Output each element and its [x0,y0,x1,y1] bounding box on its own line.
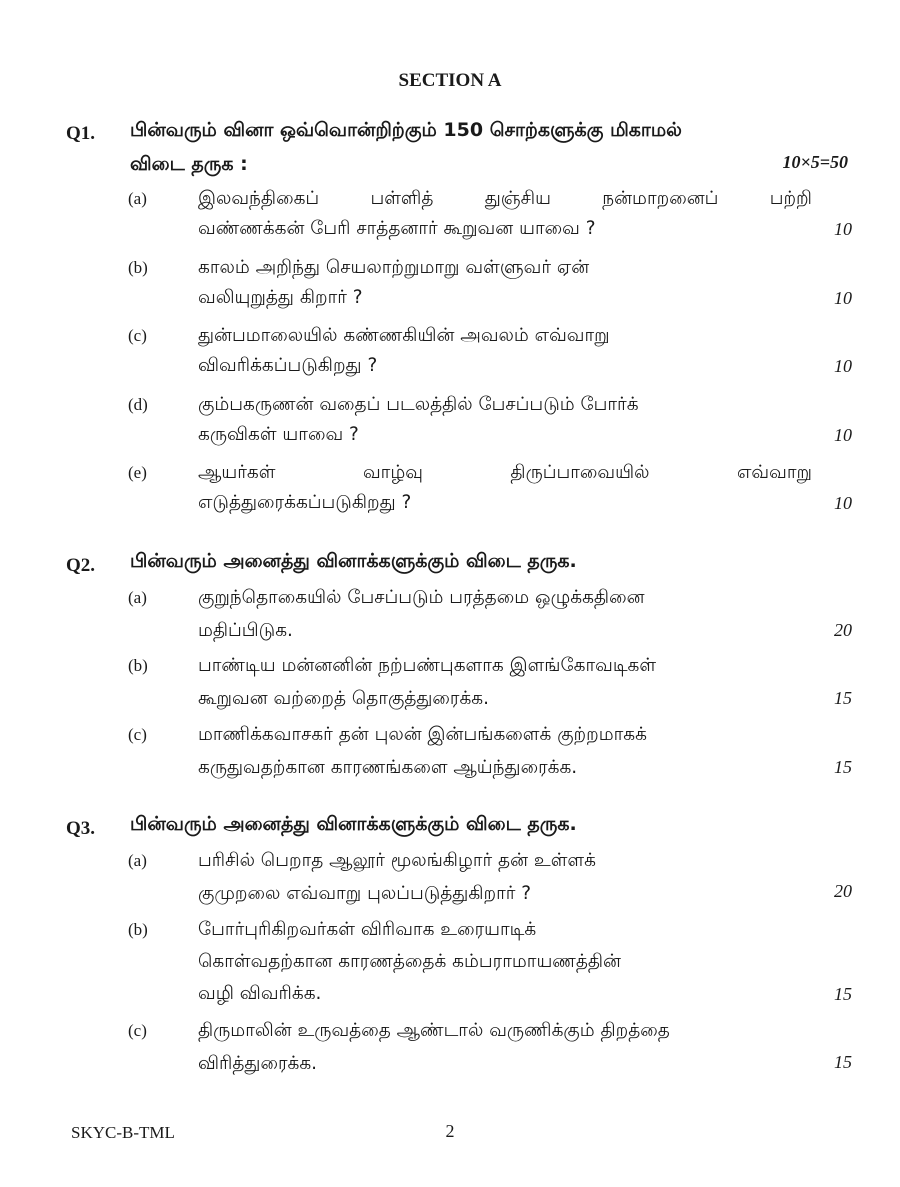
sub-text-line2: விரித்துரைக்க. [198,1053,318,1074]
sub-label: (d) [128,395,148,414]
sub-text-line1: குறுந்தொகையில் பேசப்படும் பரத்தமை ஒழுக்கதினை [198,587,645,608]
sub-text-line1: திருமாலின் உருவத்தை ஆண்டால் வருணிக்கும் திறத்தை [198,1020,670,1041]
sub-text-line2: விவரிக்கப்படுகிறது ? [198,355,378,376]
sub-text-line2: மதிப்பிடுக. [198,620,293,641]
sub-text-line1: ஆயர்கள் வாழ்வு திருப்பாவையில் எவ்வாறு [198,462,812,483]
paper-code: SKYC-B-TML [71,1123,175,1142]
question-text-q3: பின்வரும் அனைத்து வினாக்களுக்கும் விடை தருக. [130,813,577,835]
q1-total-marks: 10×5=50 [782,152,848,172]
sub-label: (c) [128,1021,147,1040]
sub-label: (c) [128,326,147,345]
question-number-q3: Q3. [66,818,96,839]
sub-text-line1: போர்புரிகிறவர்கள் விரிவாக உரையாடிக் [198,919,537,940]
sub-text-line1: கும்பகருணன் வதைப் படலத்தில் பேசப்படும் போர்க் [198,394,639,415]
sub-marks: 10 [834,425,852,445]
question-text-q2: பின்வரும் அனைத்து வினாக்களுக்கும் விடை தருக. [130,550,577,572]
sub-marks: 10 [834,493,852,513]
sub-text-line1: இலவந்திகைப் பள்ளித் துஞ்சிய நன்மாறனைப் பற்றி [198,188,812,209]
sub-text-line3: வழி விவரிக்க. [198,983,322,1004]
sub-marks: 10 [834,219,852,239]
sub-marks: 10 [834,288,852,308]
sub-text-line2: கொள்வதற்கான காரணத்தைக் கம்பராமாயணத்தின் [198,951,621,972]
sub-text-line1: துன்பமாலையில் கண்ணகியின் அவலம் எவ்வாறு [198,325,610,346]
question-number-q2: Q2. [66,555,96,576]
sub-label: (e) [128,463,147,482]
sub-label: (b) [128,258,148,277]
sub-text-line2: வண்ணக்கன் பேரி சாத்தனார் கூறுவன யாவை ? [198,218,596,239]
sub-text-line2: வலியுறுத்து கிறார் ? [198,287,363,308]
sub-text-line1: மாணிக்கவாசகர் தன் புலன் இன்பங்களைக் குற்றமாகக் [198,724,647,745]
sub-marks: 20 [834,620,852,640]
sub-text-line2: கூறுவன வற்றைத் தொகுத்துரைக்க. [198,688,490,709]
sub-label: (b) [128,920,148,939]
sub-marks: 15 [834,757,852,777]
sub-label: (a) [128,588,147,607]
sub-label: (b) [128,656,148,675]
sub-label: (c) [128,725,147,744]
page-number: 2 [445,1121,455,1141]
sub-text-line2: கருதுவதற்கான காரணங்களை ஆய்ந்துரைக்க. [198,757,578,778]
sub-marks: 15 [834,688,852,708]
question-text-q1-line1: பின்வரும் வினா ஒவ்வொன்றிற்கும் 150 சொற்களுக்கு மிகாமல் [130,119,682,141]
section-title: SECTION A [398,70,502,91]
sub-marks: 15 [834,984,852,1004]
sub-text-line1: பாண்டிய மன்னனின் நற்பண்புகளாக இளங்கோவடிகள் [198,655,657,676]
sub-marks: 15 [834,1052,852,1072]
sub-text-line2: எடுத்துரைக்கப்படுகிறது ? [198,492,412,513]
sub-label: (a) [128,851,147,870]
sub-text-line1: காலம் அறிந்து செயலாற்றுமாறு வள்ளுவர் ஏன் [198,257,590,278]
sub-text-line1: பரிசில் பெறாத ஆலூர் மூலங்கிழார் தன் உள்ளக் [198,850,596,871]
question-text-q1-line2: விடை தருக : [130,153,248,175]
sub-label: (a) [128,189,147,208]
question-number-q1: Q1. [66,123,96,144]
sub-text-line2: கருவிகள் யாவை ? [198,424,359,445]
sub-marks: 10 [834,356,852,376]
sub-marks: 20 [834,881,852,901]
sub-text-line2: குமுறலை எவ்வாறு புலப்படுத்துகிறார் ? [198,883,532,904]
